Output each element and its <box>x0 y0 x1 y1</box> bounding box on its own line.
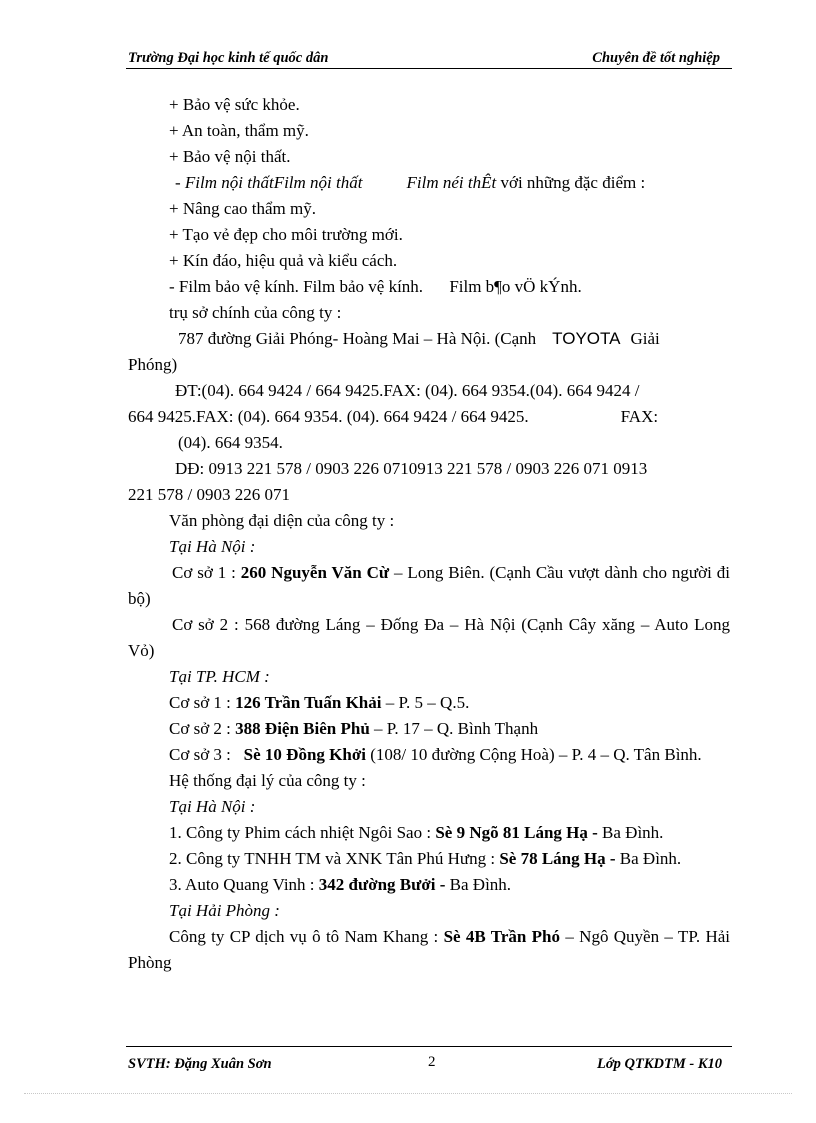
footer-class: Lớp QTKDTM - K10 <box>597 1056 722 1072</box>
phone-line-2a: 664 9425.FAX: (04). 664 9354. (04). 664 9424 / 664 9425. <box>128 407 529 426</box>
film-glass-line <box>128 274 730 300</box>
hp1-post: – Ngô Quyền – TP. Hải Phòng <box>128 927 731 972</box>
hcm-branch-1 <box>128 690 730 716</box>
film-glass-b: Film bảo vệ kính. <box>303 277 424 296</box>
address-main: 787 đường Giải Phóng- Hoàng Mai – Hà Nội. (Cạnh <box>178 329 537 348</box>
agent-1 <box>128 820 730 846</box>
hcm1-post: – P. 5 – Q.5. <box>381 693 470 712</box>
film-interior-b: Film nội thất <box>273 173 363 192</box>
header-school-name: Trường Đại học kinh tế quốc dân <box>128 50 329 66</box>
film-interior-line <box>128 170 730 196</box>
haiphong-agent <box>128 924 730 976</box>
dl1-address: Sè 9 Ngõ 81 Láng Hạ - <box>435 823 598 842</box>
hcm2-post: – P. 17 – Q. Bình Thạnh <box>369 719 539 738</box>
dl1-post: Ba Đình. <box>597 823 664 842</box>
hanoi-agents-heading: Tại Hà Nội : <box>169 797 256 816</box>
hcm-branch-2 <box>128 716 730 742</box>
hcm3-post: (108/ 10 đường Cộng Hoà) – P. 4 – Q. Tân Bình. <box>365 745 702 764</box>
agent-2 <box>128 846 730 872</box>
hcm-branch-3 <box>128 742 730 768</box>
film-glass-c: Film b¶o vÖ kÝnh. <box>449 277 582 296</box>
bullet-aesthetics: + Nâng cao thẩm mỹ. <box>169 199 316 218</box>
dl2-pre: 2. Công ty TNHH TM và XNK Tân Phú Hưng : <box>169 849 500 868</box>
bullet-beauty: + Tạo vẻ đẹp cho môi trường mới. <box>169 225 403 244</box>
head-office-label: trụ sở chính của công ty : <box>169 303 342 322</box>
film-interior-c: Film néi thÊt <box>406 173 497 192</box>
hcm1-address: 126 Trần Tuấn Khải <box>235 693 382 712</box>
hcm2-address: 388 Điện Biên Phủ <box>235 719 370 738</box>
hanoi-branch-1 <box>128 560 730 612</box>
footer-student: SVTH: Đặng Xuân Sơn <box>128 1056 272 1072</box>
phone-fax-label: FAX: <box>620 407 659 426</box>
footer-rule <box>126 1046 732 1047</box>
hcm1-pre: Cơ sở 1 : <box>169 693 236 712</box>
hp1-pre: Công ty CP dịch vụ ô tô Nam Khang : <box>169 927 444 946</box>
phone-line-3: (04). 664 9354. <box>178 433 283 452</box>
page-number: 2 <box>428 1054 436 1070</box>
rep-office-heading: Văn phòng đại diện của công ty : <box>169 511 395 530</box>
dl3-address: 342 đường Bưởi - <box>318 875 446 894</box>
dl2-post: Ba Đình. <box>615 849 682 868</box>
hn1-pre: Cơ sở 1 : <box>172 563 241 582</box>
address-continuation: Phóng) <box>128 355 178 374</box>
hcm2-pre: Cơ sở 2 : <box>169 719 236 738</box>
dl2-address: Sè 78 Láng Hạ - <box>499 849 616 868</box>
hcm3-address: Sè 10 Đồng Khởi <box>243 745 366 764</box>
hp1-address: Sè 4B Trần Phó <box>443 927 561 946</box>
dl1-pre: 1. Công ty Phim cách nhiệt Ngôi Sao : <box>169 823 436 842</box>
haiphong-heading: Tại Hải Phòng : <box>169 901 280 920</box>
address-toyota: TOYOTA <box>552 329 621 348</box>
mobile-line-2: 221 578 / 0903 226 071 <box>128 485 290 504</box>
film-interior-a: - Film nội thất <box>175 173 274 192</box>
agent-system-heading: Hệ thống đại lý của công ty : <box>169 771 366 790</box>
bullet-interior: + Bảo vệ nội thất. <box>169 147 291 166</box>
bullet-safety: + An toàn, thẩm mỹ. <box>169 121 309 140</box>
header-rule <box>126 68 732 69</box>
hanoi-branch-2: Cơ sở 2 : 568 đường Láng – Đống Đa – Hà Nội (Cạnh Cây xăng – Auto Long Vỏ) <box>128 615 730 660</box>
bullet-discreet: + Kín đáo, hiệu quả và kiểu cách. <box>169 251 398 270</box>
hcm-heading: Tại TP. HCM : <box>169 667 270 686</box>
bullet-health: + Bảo vệ sức khỏe. <box>169 95 300 114</box>
hn1-post: – Long Biên. (Cạnh Cầu vượt dành cho người đi bộ) <box>128 563 730 608</box>
page-body <box>128 92 730 976</box>
mobile-line-1: DĐ: 0913 221 578 / 0903 226 0710913 221 578 / 0903 226 071 0913 <box>175 459 648 478</box>
hcm3-pre: Cơ sở 3 : <box>169 745 244 764</box>
agent-3 <box>128 872 730 898</box>
film-glass-a: - Film bảo vệ kính. <box>169 277 299 296</box>
hn1-address: 260 Nguyễn Văn Cừ <box>240 563 390 582</box>
phone-line-1: ĐT:(04). 664 9424 / 664 9425.FAX: (04). 664 9354.(04). 664 9424 / <box>175 381 640 400</box>
phone-line-2 <box>128 404 730 430</box>
film-interior-d: với những đặc điểm : <box>496 173 646 192</box>
header-document-type: Chuyên đề tốt nghiệp <box>592 50 720 66</box>
page-bottom-border <box>24 1093 792 1094</box>
dl3-pre: 3. Auto Quang Vinh : <box>169 875 319 894</box>
address-giai: Giải <box>630 329 660 348</box>
dl3-post: Ba Đình. <box>445 875 512 894</box>
hanoi-heading: Tại Hà Nội : <box>169 537 256 556</box>
head-office-address <box>128 326 730 352</box>
